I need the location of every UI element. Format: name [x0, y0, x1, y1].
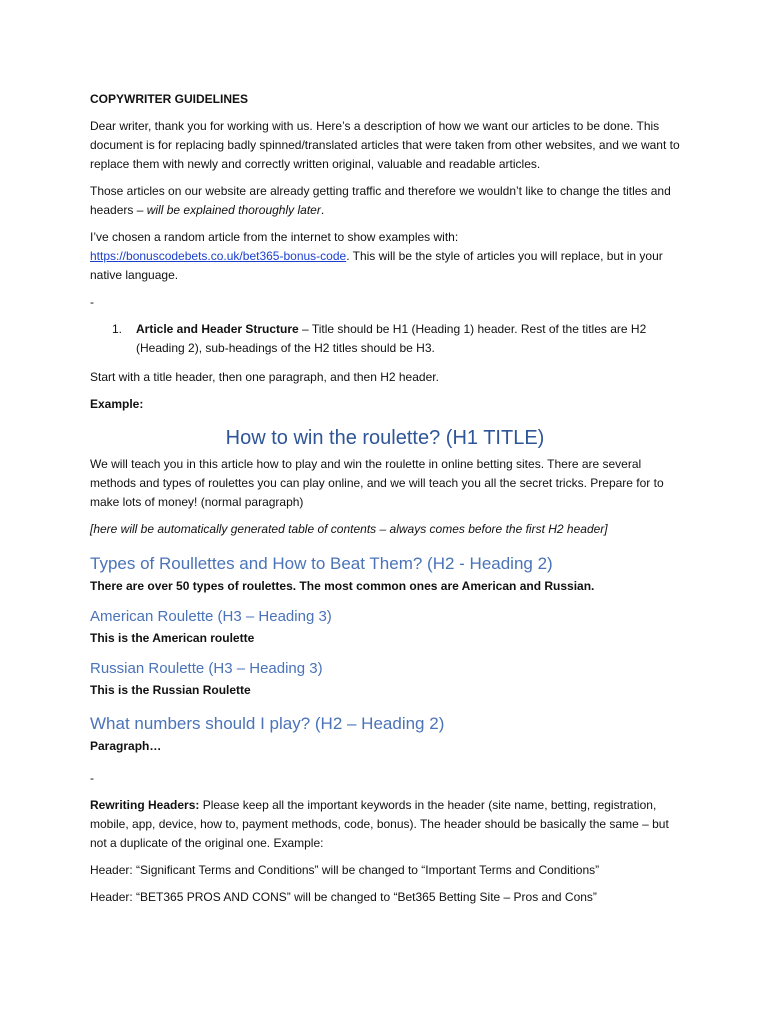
- rewriting-bold: Rewriting Headers:: [90, 798, 200, 812]
- list-item-structure: [112, 320, 680, 358]
- list-body: [136, 320, 680, 358]
- example-intro: I’ve chosen a random article from the internet to show examples with:: [90, 230, 459, 244]
- toc-note: [here will be automatically generated table of contents – always comes before the first H2 header]: [90, 522, 608, 536]
- h3-american-paragraph: This is the American roulette: [90, 631, 255, 645]
- separator-dash-2: -: [90, 771, 94, 785]
- h2-types-paragraph: There are over 50 types of roulettes. The most common ones are American and Russian.: [90, 579, 595, 593]
- example-h3-heading-russian: Russian Roulette (H3 – Heading 3): [90, 660, 323, 677]
- h3-russian-paragraph: This is the Russian Roulette: [90, 683, 251, 697]
- example-after: . This will be the style of articles you will replace, but in your native language.: [90, 249, 663, 282]
- document-body: [90, 90, 680, 915]
- rewriting-paragraph: [90, 796, 680, 853]
- list-bold: Article and Header Structure: [136, 322, 299, 336]
- traffic-italic: will be explained thoroughly later: [146, 203, 321, 217]
- list-number: 1.: [112, 322, 123, 336]
- example-paragraph: [90, 228, 680, 285]
- h2-numbers-paragraph: Paragraph…: [90, 739, 162, 753]
- document-title: COPYWRITER GUIDELINES: [90, 92, 249, 106]
- example-h2-heading-types: Types of Roullettes and How to Beat Them? (H2 - Heading 2): [90, 554, 553, 573]
- example-h3-heading-american: American Roulette (H3 – Heading 3): [90, 608, 332, 625]
- header-example-2: Header: “BET365 PROS AND CONS” will be changed to “Bet365 Betting Site – Pros and Cons”: [90, 890, 597, 904]
- start-paragraph: Start with a title header, then one paragraph, and then H2 header.: [90, 370, 439, 384]
- example-h2-heading-numbers: What numbers should I play? (H2 – Heading 2): [90, 714, 445, 733]
- rewriting-text: Please keep all the important keywords in the header (site name, betting, registration, mobile, app, device, how to, payment methods, code, bonus). The header should be basically the same – but not a duplicate of the original one. Example:: [90, 798, 669, 850]
- traffic-paragraph: [90, 182, 680, 220]
- h1-paragraph: We will teach you in this article how to play and win the roulette in online betting sites. There are several methods and types of roulettes you can play online, and we will teach you all the secret tricks. Prepare for to make lots of money! (normal paragraph): [90, 457, 664, 509]
- example-label: Example:: [90, 397, 144, 411]
- example-link[interactable]: https://bonuscodebets.co.uk/bet365-bonus-code: [90, 249, 347, 263]
- intro-paragraph: Dear writer, thank you for working with us. Here’s a description of how we want our articles to be done. This document is for replacing badly spinned/translated articles that were taken from other websites, and we want to replace them with newly and correctly written original, valuable and readable articles.: [90, 119, 680, 171]
- traffic-end: .: [320, 203, 325, 217]
- list-text: – Title should be H1 (Heading 1) header. Rest of the titles are H2 (Heading 2), sub-headings of the H2 titles should be H3.: [136, 322, 647, 355]
- example-h1-heading: How to win the roulette? (H1 TITLE): [225, 427, 545, 449]
- header-example-1: Header: “Significant Terms and Conditions” will be changed to “Important Terms and Conditions”: [90, 863, 600, 877]
- separator-dash: -: [90, 295, 94, 309]
- traffic-text: Those articles on our website are already getting traffic and therefore we wouldn’t like to change the titles and headers –: [90, 184, 671, 217]
